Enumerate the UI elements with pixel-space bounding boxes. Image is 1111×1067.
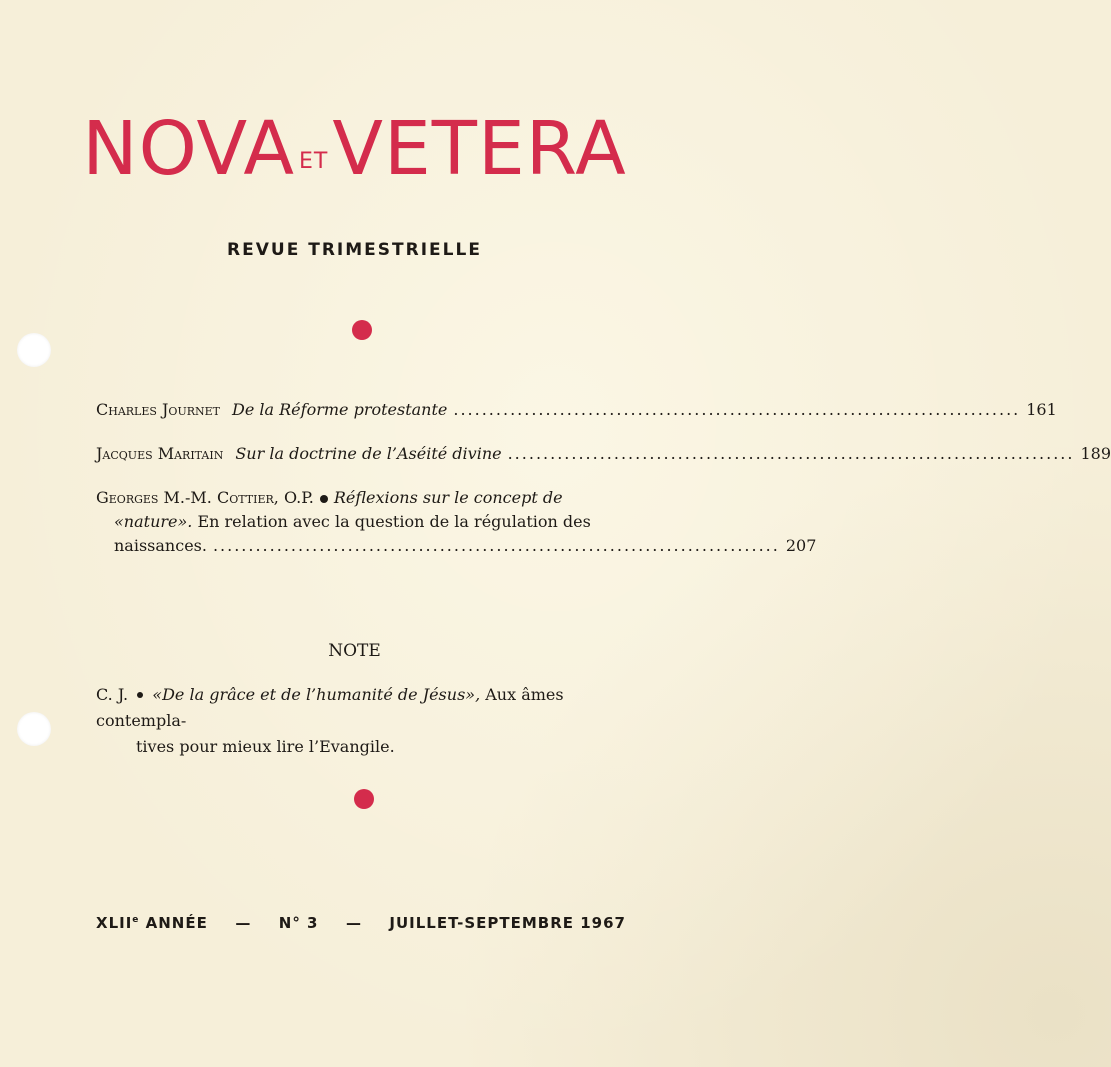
title-nova: NOVA xyxy=(82,106,296,192)
toc-author: Georges M.-M. Cottier, O.P. xyxy=(96,488,314,507)
footer-dash: — xyxy=(235,914,252,932)
toc-author: Charles Journet xyxy=(96,400,220,419)
issue-footer xyxy=(96,914,626,932)
toc-page: 189 xyxy=(1080,444,1111,463)
note-title: «De la grâce et de l’humanité de Jésus», xyxy=(152,685,481,704)
red-dot-top xyxy=(352,320,372,340)
footer-year-roman: XLII xyxy=(96,914,133,932)
bullet-icon xyxy=(320,495,328,503)
toc-subtitle-cont: naissances. xyxy=(114,536,207,555)
footer-annee: ANNÉE xyxy=(145,914,208,932)
footer-dash: — xyxy=(345,914,362,932)
note-entry xyxy=(96,682,636,760)
punch-hole-bottom xyxy=(17,712,51,746)
masthead-title xyxy=(0,106,709,192)
toc-title: De la Réforme protestante xyxy=(232,400,448,419)
punch-hole-top xyxy=(17,333,51,367)
toc-title: Réflexions sur le concept de xyxy=(333,488,563,507)
toc-subtitle: En relation avec la question de la régulation des xyxy=(197,512,591,531)
footer-year-suffix: e xyxy=(132,915,140,925)
toc-title-cont: «nature». xyxy=(114,512,193,531)
footer-number: N° 3 xyxy=(278,914,319,932)
toc-entry-maritain xyxy=(96,444,1111,463)
toc-entry-cottier xyxy=(96,486,817,558)
dot-leader: ................................................................................ xyxy=(507,444,1075,463)
masthead-subtitle: REVUE TRIMESTRIELLE xyxy=(227,240,482,260)
dot-leader: ................................................................................ xyxy=(453,400,1021,419)
footer-year xyxy=(96,914,208,932)
bullet-icon xyxy=(137,692,143,698)
title-et: ET xyxy=(299,149,329,174)
footer-date: JUILLET-SEPTEMBRE 1967 xyxy=(389,914,626,932)
note-heading: NOTE xyxy=(328,641,381,661)
toc-page: 161 xyxy=(1026,400,1057,419)
toc-title: Sur la doctrine de l’Aséité divine xyxy=(235,444,502,463)
dot-leader: ................................................................................ xyxy=(212,536,780,555)
note-author: C. J. xyxy=(96,685,129,704)
note-text: Aux âmes contempla- xyxy=(96,685,564,730)
toc-author: Jacques Maritain xyxy=(96,444,224,463)
title-vetera: VETERA xyxy=(332,106,627,192)
toc-page: 207 xyxy=(785,536,817,555)
red-dot-bottom xyxy=(354,789,374,809)
note-text-cont: tives pour mieux lire l’Evangile. xyxy=(136,737,395,756)
toc-entry-journet xyxy=(96,400,1057,419)
